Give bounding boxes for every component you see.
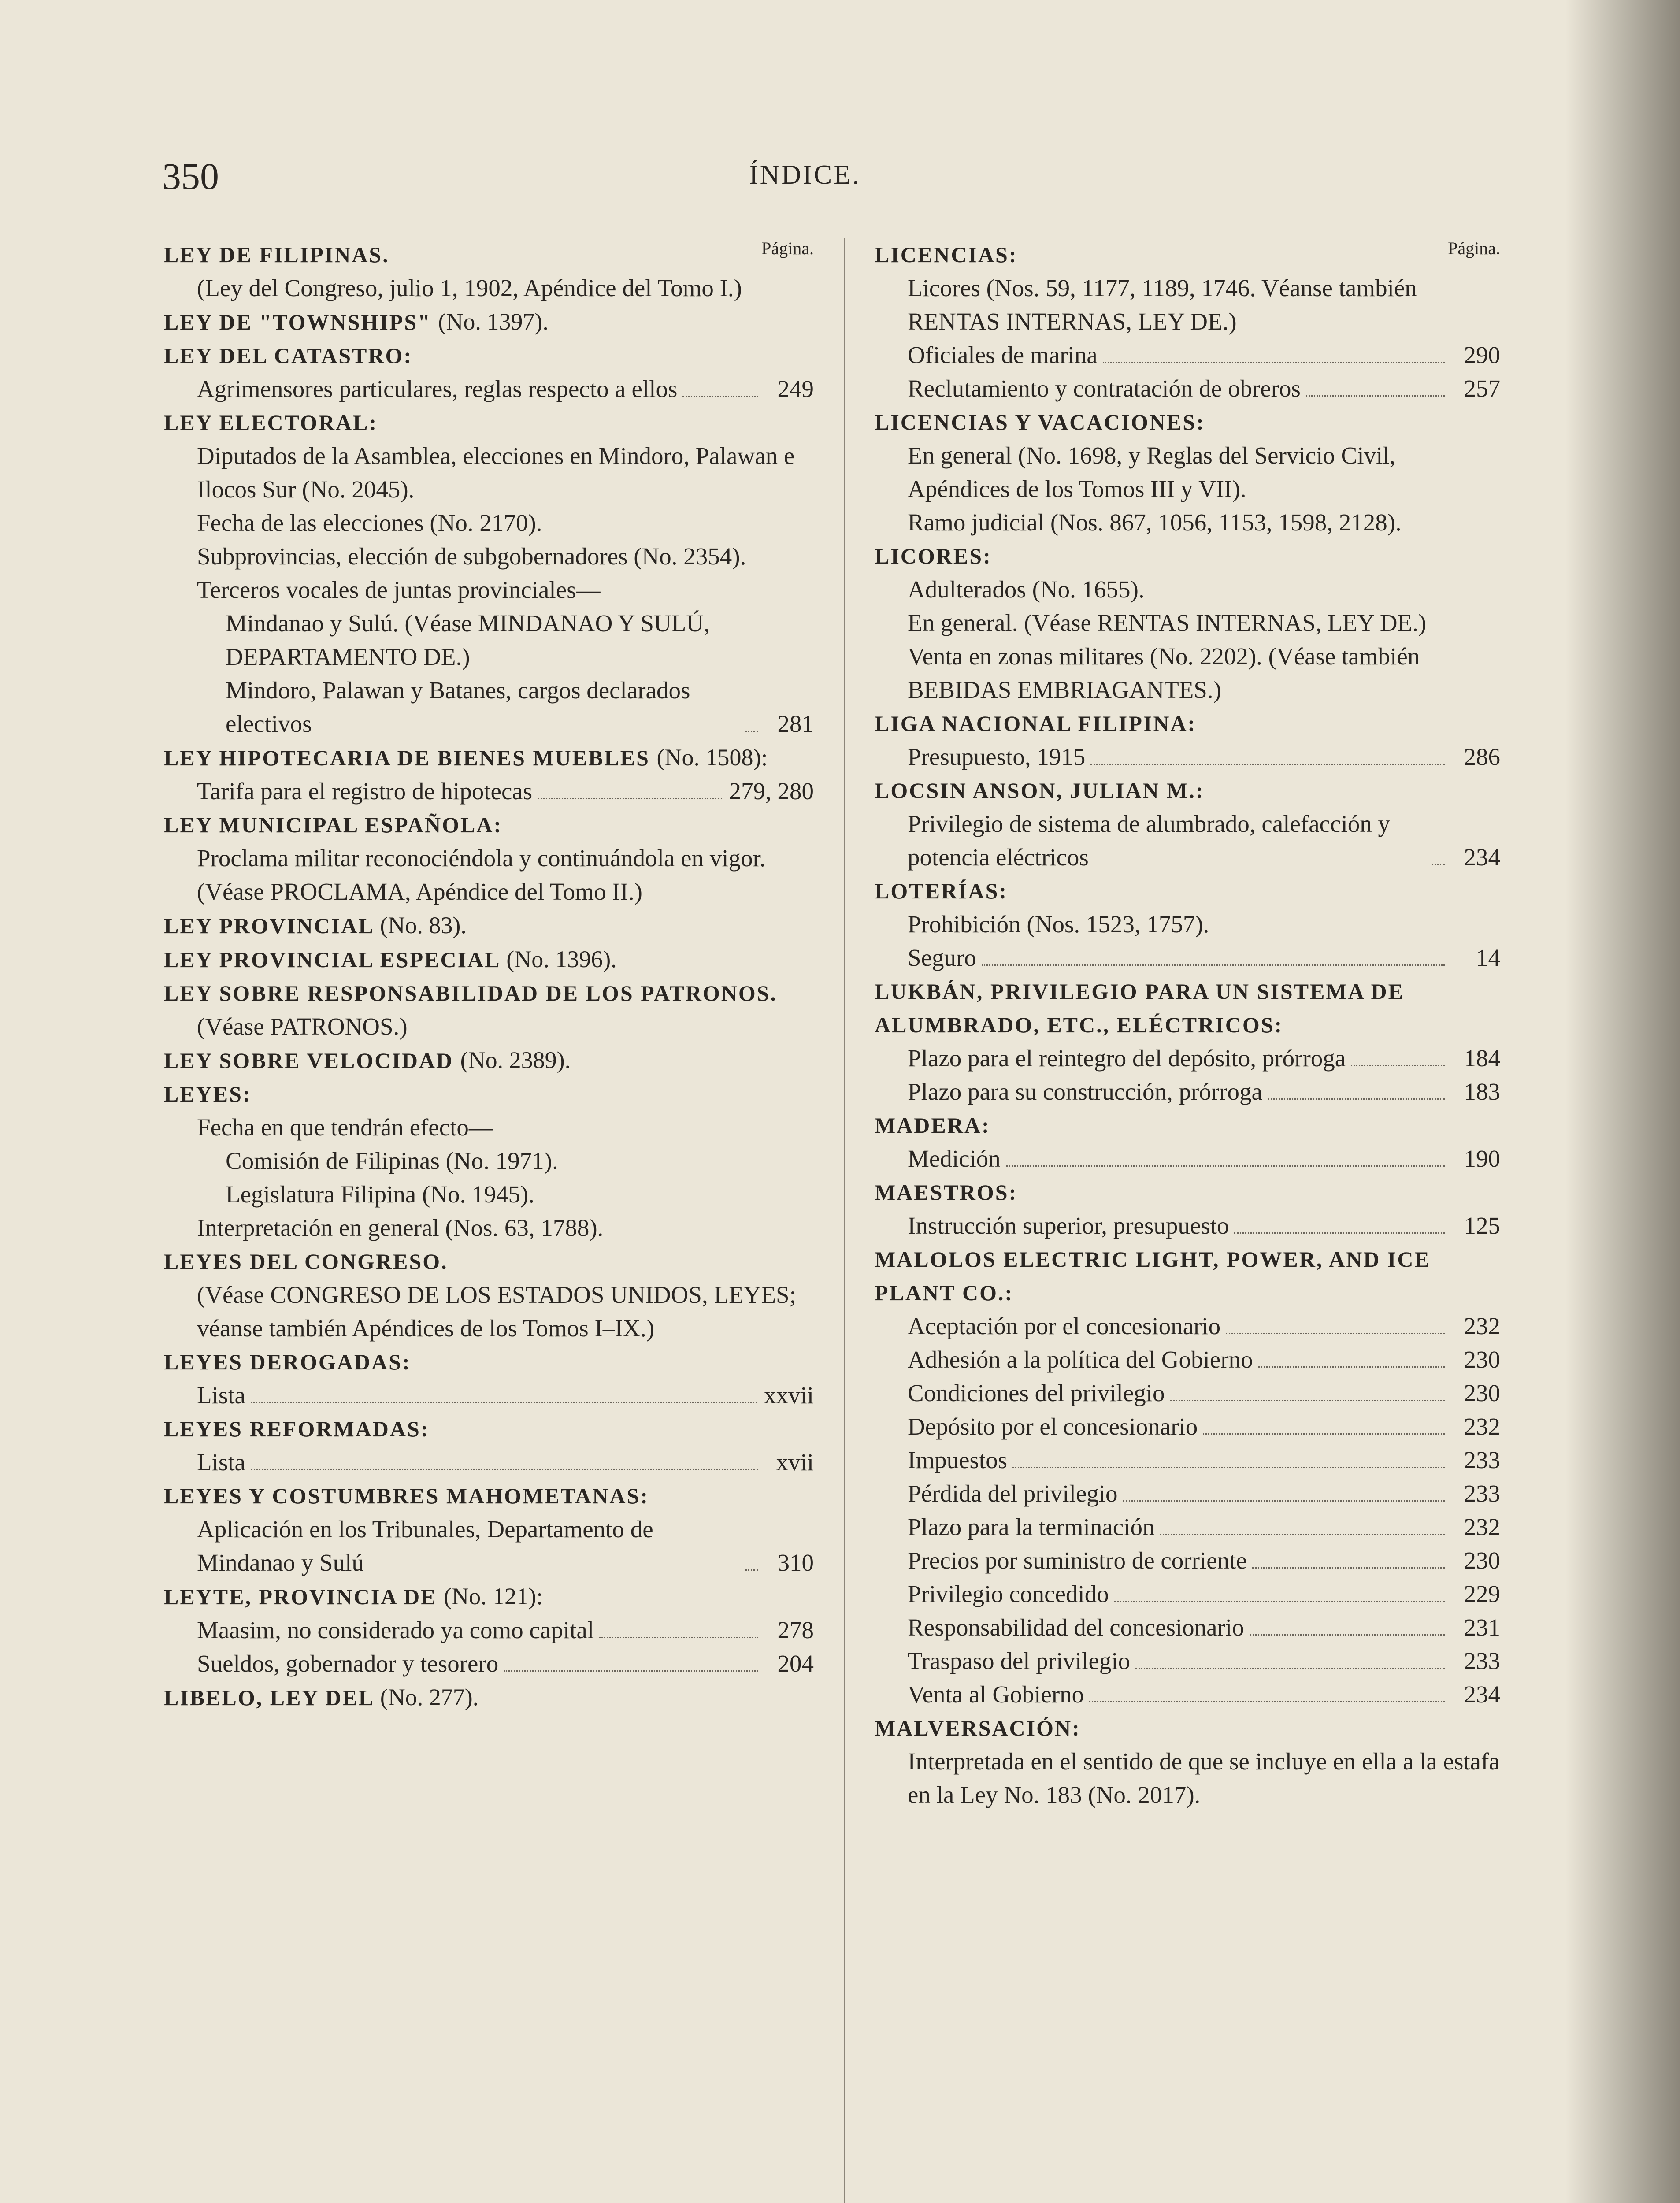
page-reference: 233 [1464, 1480, 1500, 1507]
page-reference: 232 [1464, 1313, 1500, 1339]
subentry-text: Seguro [908, 944, 976, 971]
dot-leader [1089, 1701, 1445, 1702]
entry-heading [164, 1345, 814, 1379]
subentry-text: Depósito por el concesionario [908, 1413, 1198, 1440]
entry-heading [875, 774, 1500, 807]
subentry [875, 1678, 1500, 1711]
entry-heading [164, 976, 814, 1010]
subentry-text: Subprovincias, elección de subgobernadores (No. 2354). [197, 543, 746, 570]
subentry-text: Maasim, no considerado ya como capital [197, 1617, 594, 1643]
entry-heading [164, 1245, 814, 1278]
index-entry [164, 1479, 814, 1580]
entry-heading [875, 1242, 1500, 1309]
subentry-text: Comisión de Filipinas (No. 1971). [226, 1147, 558, 1174]
subentry [164, 1379, 814, 1412]
index-entry [875, 1242, 1500, 1711]
subentry [164, 439, 814, 506]
page-reference: 125 [1464, 1212, 1500, 1239]
entry-heading [164, 1077, 814, 1111]
page-reference: 14 [1476, 944, 1500, 971]
subentry-text: (Véase CONGRESO DE LOS ESTADOS UNIDOS, LEYES; véanse también Apéndices de los Tomos I–IX.) [197, 1281, 796, 1342]
entry-heading [875, 238, 1500, 271]
page-reference: 230 [1464, 1380, 1500, 1406]
entry-heading-law-number: (No. 83). [380, 912, 467, 938]
entry-heading [164, 238, 814, 271]
dot-leader [745, 731, 758, 732]
index-entry [164, 339, 814, 406]
page-reference: 257 [1464, 375, 1500, 402]
index-entry [164, 305, 814, 339]
entry-heading [164, 942, 814, 976]
page-reference: 249 [777, 375, 814, 402]
subentry [875, 1745, 1500, 1812]
entry-heading [164, 339, 814, 372]
entry-heading [164, 1043, 814, 1077]
subentry-text: (Ley del Congreso, julio 1, 1902, Apéndice del Tomo I.) [197, 274, 742, 301]
index-entry [875, 774, 1500, 874]
running-head: ÍNDICE. [749, 160, 861, 190]
page-reference: 230 [1464, 1346, 1500, 1373]
subentry [875, 372, 1500, 405]
subentry [875, 1376, 1500, 1410]
entry-heading [875, 539, 1500, 573]
entry-heading [164, 741, 814, 775]
subentry-text: Venta al Gobierno [908, 1681, 1084, 1708]
index-entry [164, 1680, 814, 1714]
page-reference: 233 [1464, 1647, 1500, 1674]
index-entry [164, 1245, 814, 1345]
entry-heading-text: LUKBÁN, PRIVILEGIO PARA UN SISTEMA DE ALUMBRADO, ETC., ELÉCTRICOS: [875, 979, 1404, 1037]
index-entry [164, 1077, 814, 1245]
subentry-text: Prohibición (Nos. 1523, 1757). [908, 911, 1209, 938]
entry-heading-text: LEYES DEL CONGRESO. [164, 1249, 448, 1274]
subentry [164, 1010, 814, 1043]
subentry [164, 842, 814, 909]
subentry-text: Precios por suministro de corriente [908, 1547, 1247, 1574]
dot-leader [1252, 1567, 1445, 1569]
entry-heading-text: LIBELO, LEY DEL [164, 1685, 374, 1710]
column-header-right: Página. [1448, 238, 1500, 258]
entry-heading-text: LEY MUNICIPAL ESPAÑOLA: [164, 812, 503, 837]
dot-leader [1006, 1165, 1445, 1167]
entry-heading-law-number: (No. 1397). [438, 308, 549, 335]
subentry-text: Plazo para la terminación [908, 1513, 1155, 1540]
subentry-text: Adulterados (No. 1655). [908, 576, 1145, 603]
dot-leader [1114, 1601, 1445, 1602]
subentry [164, 1446, 814, 1479]
index-entry [875, 1176, 1500, 1242]
page-reference: 190 [1464, 1145, 1500, 1172]
column-header-left: Página. [761, 238, 814, 258]
subentry [875, 1343, 1500, 1376]
subentry-text: Fecha de las elecciones (No. 2170). [197, 509, 542, 536]
subentry [164, 573, 814, 607]
dot-leader [251, 1469, 758, 1470]
entry-heading-law-number: (No. 2389). [460, 1047, 571, 1073]
subentry-text: Reclutamiento y contratación de obreros [908, 375, 1301, 402]
entry-heading [164, 305, 814, 339]
subentry-text: Proclama militar reconociéndola y continuándola en vigor. (Véase PROCLAMA, Apéndice del Tomo II.) [197, 845, 766, 905]
subentry [164, 1513, 814, 1580]
subentry [875, 1544, 1500, 1577]
index-entry [164, 1580, 814, 1680]
entry-heading-text: LEYES: [164, 1082, 252, 1106]
entry-heading [164, 1580, 814, 1613]
dot-leader [1203, 1433, 1445, 1435]
subentry [875, 1644, 1500, 1678]
dot-leader [1160, 1534, 1445, 1535]
entry-heading-law-number: (No. 1396). [506, 946, 617, 972]
page-reference: 290 [1464, 341, 1500, 368]
subentry [875, 271, 1500, 338]
entry-heading-text: LEYES DEROGADAS: [164, 1350, 411, 1374]
subentry-text: Traspaso del privilegio [908, 1647, 1131, 1674]
subentry-text: Fecha en que tendrán efecto— [197, 1114, 493, 1141]
subentry [164, 775, 814, 808]
page-reference: 279, 280 [729, 778, 814, 805]
subentry [875, 640, 1500, 707]
subentry [875, 338, 1500, 372]
subentry [875, 1443, 1500, 1477]
subentry-text: Interpretada en el sentido de que se incluye en ella a la estafa en la Ley No. 183 (No. 2017). [908, 1748, 1500, 1808]
page-edge-shadow [1565, 0, 1680, 2203]
dot-leader [1103, 362, 1445, 363]
dot-leader [1351, 1065, 1445, 1066]
subentry [875, 740, 1500, 774]
entry-heading [164, 406, 814, 439]
page-reference: 184 [1464, 1045, 1500, 1072]
dot-leader [982, 964, 1445, 966]
entry-heading-text: LICENCIAS: [875, 242, 1018, 267]
index-entry [164, 909, 814, 942]
subentry [875, 1510, 1500, 1544]
subentry [164, 540, 814, 573]
subentry [875, 573, 1500, 606]
index-entry [164, 238, 814, 305]
page-reference: 234 [1464, 1681, 1500, 1708]
entry-heading [164, 909, 814, 942]
subentry [875, 439, 1500, 506]
index-entry [164, 406, 814, 741]
dot-leader [1432, 864, 1445, 865]
dot-leader [745, 1569, 758, 1571]
entry-heading-text: MALOLOS ELECTRIC LIGHT, POWER, AND ICE PLANT CO.: [875, 1247, 1431, 1305]
index-entry [875, 539, 1500, 707]
subentry [164, 372, 814, 406]
entry-heading [875, 1176, 1500, 1209]
subentry [164, 1111, 814, 1144]
subentry-text: Aplicación en los Tribunales, Departamento de Mindanao y Sulú [197, 1516, 653, 1576]
page-reference: 232 [1464, 1413, 1500, 1440]
subentry-text: Interpretación en general (Nos. 63, 1788). [197, 1214, 604, 1241]
subentry-text: Pérdida del privilegio [908, 1480, 1118, 1507]
entry-heading [875, 707, 1500, 740]
subentry [164, 1278, 814, 1345]
page-reference: 230 [1464, 1547, 1500, 1574]
subentry [164, 1178, 814, 1211]
page-reference: xxvii [764, 1382, 814, 1409]
dot-leader [1090, 764, 1445, 765]
subentry [875, 1611, 1500, 1644]
page-reference: 233 [1464, 1446, 1500, 1473]
entry-heading-text: LOCSIN ANSON, JULIAN M.: [875, 778, 1205, 803]
subentry [875, 1477, 1500, 1510]
page-reference: 232 [1464, 1513, 1500, 1540]
dot-leader [1135, 1668, 1445, 1669]
subentry-text: Lista [197, 1382, 245, 1409]
subentry-text: Medición [908, 1145, 1001, 1172]
index-entry [875, 405, 1500, 539]
index-entry [875, 1109, 1500, 1176]
index-entry [875, 707, 1500, 774]
entry-heading-text: LEY SOBRE VELOCIDAD [164, 1048, 454, 1073]
subentry-text: Privilegio concedido [908, 1580, 1109, 1607]
entry-heading-text: MADERA: [875, 1113, 990, 1138]
subentry [875, 1577, 1500, 1611]
page-reference: 310 [777, 1549, 814, 1576]
index-entry [164, 1345, 814, 1412]
dot-leader [504, 1670, 758, 1672]
subentry [875, 1309, 1500, 1343]
subentry-text: Mindanao y Sulú. (Véase MINDANAO Y SULÚ, DEPARTAMENTO DE.) [226, 610, 710, 670]
dot-leader [1250, 1634, 1445, 1636]
right-column [875, 238, 1500, 1812]
column-divider [844, 238, 845, 2203]
subentry-text: Diputados de la Asamblea, elecciones en Mindoro, Palawan e Ilocos Sur (No. 2045). [197, 442, 795, 503]
page-number: 350 [162, 155, 219, 197]
dot-leader [1268, 1098, 1445, 1100]
subentry [875, 1075, 1500, 1109]
subentry-text: Tarifa para el registro de hipotecas [197, 778, 533, 805]
dot-leader [1226, 1333, 1445, 1334]
subentry-text: Condiciones del privilegio [908, 1380, 1165, 1406]
subentry [164, 1613, 814, 1647]
dot-leader [599, 1637, 758, 1638]
index-entry [875, 874, 1500, 975]
index-entry [164, 1043, 814, 1077]
subentry [164, 1211, 814, 1245]
dot-leader [251, 1402, 757, 1403]
subentry-text: Adhesión a la política del Gobierno [908, 1346, 1253, 1373]
subentry-text: Aceptación por el concesionario [908, 1313, 1221, 1339]
dot-leader [1258, 1366, 1445, 1368]
entry-heading [164, 808, 814, 842]
subentry-text: (Véase PATRONOS.) [197, 1013, 408, 1040]
entry-heading-text: LEY HIPOTECARIA DE BIENES MUEBLES [164, 745, 650, 770]
entry-heading [164, 1412, 814, 1446]
subentry [875, 1410, 1500, 1443]
entry-heading-text: LEY PROVINCIAL [164, 913, 373, 938]
subentry [875, 1042, 1500, 1075]
dot-leader [1012, 1467, 1445, 1468]
subentry-text: Plazo para el reintegro del depósito, prórroga [908, 1045, 1346, 1072]
entry-heading [164, 1680, 814, 1714]
subentry-text: Terceros vocales de juntas provinciales— [197, 576, 601, 603]
subentry-text: Presupuesto, 1915 [908, 743, 1086, 770]
entry-heading-text: LOTERÍAS: [875, 879, 1008, 903]
subentry [875, 941, 1500, 975]
subentry [164, 674, 814, 741]
entry-heading [164, 1479, 814, 1513]
entry-heading [875, 1109, 1500, 1142]
entry-heading [875, 874, 1500, 908]
index-entry [164, 1412, 814, 1479]
subentry-text: En general (No. 1698, y Reglas del Servicio Civil, Apéndices de los Tomos III y VII). [908, 442, 1396, 502]
entry-heading-text: LEY DEL CATASTRO: [164, 343, 413, 368]
subentry-text: Privilegio de sistema de alumbrado, calefacción y potencia eléctricos [908, 810, 1391, 871]
subentry-text: Legislatura Filipina (No. 1945). [226, 1181, 535, 1208]
subentry-text: En general. (Véase RENTAS INTERNAS, LEY DE.) [908, 609, 1427, 636]
page-reference: 204 [777, 1650, 814, 1677]
subentry-text: Responsabilidad del concesionario [908, 1614, 1244, 1641]
dot-leader [1123, 1500, 1445, 1502]
entry-heading [875, 405, 1500, 439]
entry-heading-text: LEY SOBRE RESPONSABILIDAD DE LOS PATRONOS. [164, 981, 778, 1005]
subentry-text: Agrimensores particulares, reglas respecto a ellos [197, 375, 678, 402]
index-entry [164, 741, 814, 808]
page-reference: 286 [1464, 743, 1500, 770]
left-column [164, 238, 814, 1714]
subentry-text: Venta en zonas militares (No. 2202). (Véase también BEBIDAS EMBRIAGANTES.) [908, 643, 1420, 703]
entry-heading-text: LEY PROVINCIAL ESPECIAL [164, 947, 500, 972]
subentry [875, 506, 1500, 539]
subentry-text: Impuestos [908, 1446, 1008, 1473]
subentry [164, 1647, 814, 1680]
subentry-text: Sueldos, gobernador y tesorero [197, 1650, 499, 1677]
page-reference: xvii [776, 1449, 814, 1476]
index-entry [164, 808, 814, 909]
subentry [875, 1142, 1500, 1176]
index-entry [164, 976, 814, 1043]
subentry-text: Mindoro, Palawan y Batanes, cargos declarados electivos [226, 677, 690, 737]
page-reference: 278 [777, 1617, 814, 1643]
subentry [164, 506, 814, 540]
entry-heading-text: LEY ELECTORAL: [164, 410, 378, 435]
subentry-text: Plazo para su construcción, prórroga [908, 1078, 1262, 1105]
entry-heading-law-number: (No. 121): [444, 1583, 543, 1610]
subentry-text: Instrucción superior, presupuesto [908, 1212, 1229, 1239]
index-entry [875, 238, 1500, 405]
subentry [875, 807, 1500, 874]
index-entry [164, 942, 814, 976]
index-entry [875, 975, 1500, 1109]
subentry [164, 1144, 814, 1178]
dot-leader [538, 798, 722, 799]
page-reference: 234 [1464, 844, 1500, 871]
subentry-text: Licores (Nos. 59, 1177, 1189, 1746. Véanse también RENTAS INTERNAS, LEY DE.) [908, 274, 1417, 335]
entry-heading-text: LEYES REFORMADAS: [164, 1417, 430, 1441]
entry-heading-text: LICORES: [875, 544, 992, 568]
entry-heading-law-number: (No. 1508): [656, 744, 768, 771]
subentry [875, 1209, 1500, 1242]
dot-leader [1170, 1400, 1445, 1401]
entry-heading-text: LEYES Y COSTUMBRES MAHOMETANAS: [164, 1484, 649, 1508]
entry-heading-text: MAESTROS: [875, 1180, 1018, 1205]
entry-heading-text: LICENCIAS Y VACACIONES: [875, 410, 1205, 434]
subentry-text: Oficiales de marina [908, 341, 1098, 368]
entry-heading-law-number: (No. 277). [380, 1684, 479, 1710]
page-reference: 183 [1464, 1078, 1500, 1105]
page-reference: 231 [1464, 1614, 1500, 1641]
entry-heading [875, 975, 1500, 1042]
subentry [875, 908, 1500, 941]
subentry-text: Ramo judicial (Nos. 867, 1056, 1153, 1598, 2128). [908, 509, 1402, 536]
entry-heading-text: LIGA NACIONAL FILIPINA: [875, 711, 1197, 736]
dot-leader [682, 396, 758, 397]
entry-heading-text: MALVERSACIÓN: [875, 1716, 1081, 1740]
page-reference: 229 [1464, 1580, 1500, 1607]
subentry [164, 607, 814, 674]
entry-heading-text: LEY DE FILIPINAS. [164, 242, 389, 267]
entry-heading-text: LEYTE, PROVINCIA DE [164, 1584, 437, 1609]
entry-heading-text: LEY DE "TOWNSHIPS" [164, 310, 431, 334]
subentry [875, 606, 1500, 640]
index-entry [875, 1711, 1500, 1812]
page-reference: 281 [777, 710, 814, 737]
dot-leader [1234, 1232, 1445, 1234]
dot-leader [1306, 395, 1445, 397]
subentry [164, 271, 814, 305]
entry-heading [875, 1711, 1500, 1745]
subentry-text: Lista [197, 1449, 245, 1476]
